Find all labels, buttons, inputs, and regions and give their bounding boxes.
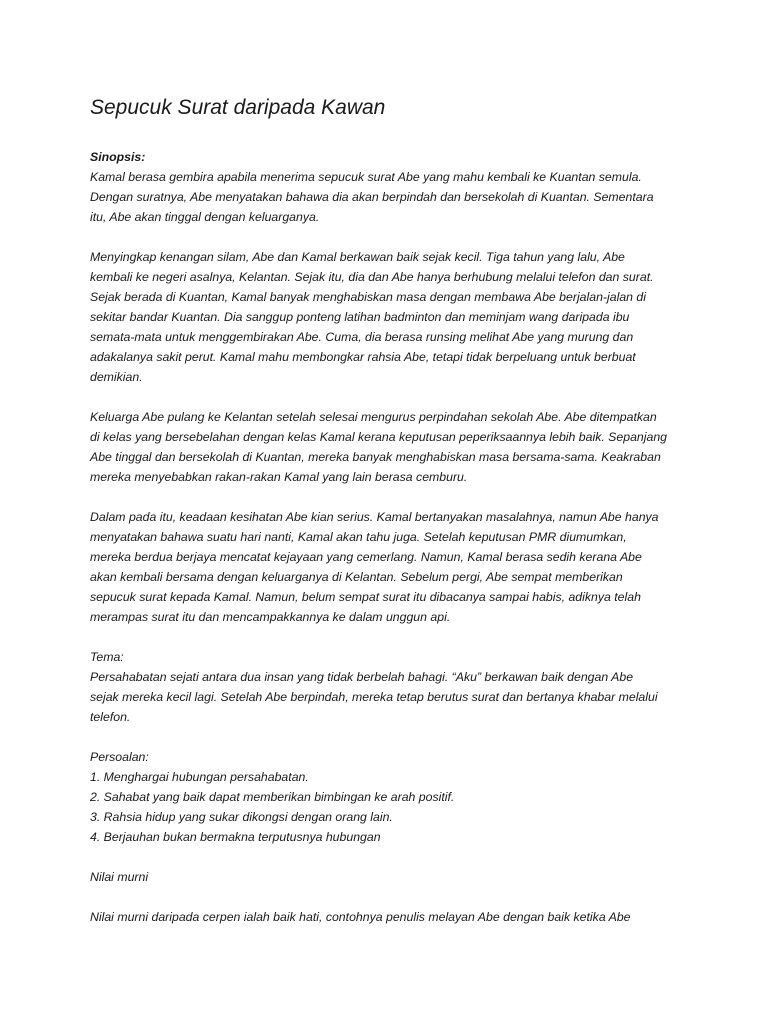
text-line: Dengan suratnya, Abe menyatakan bahawa dia akan berpindah dan bersekolah di Kuantan. Sementara (90, 190, 654, 204)
list-item: 2. Sahabat yang baik dapat memberikan bimbingan ke arah positif. (90, 790, 455, 804)
document-page (90, 0, 690, 1024)
text-line: demikian. (90, 370, 143, 384)
text-line: mereka menyebabkan rakan-rakan Kamal yang lain berasa cemburu. (90, 470, 468, 484)
text-line: sekitar bandar Kuantan. Dia sanggup ponteng latihan badminton dan meminjam wang daripada ibu (90, 310, 630, 324)
nilai-heading-block (90, 867, 690, 887)
list-item: 4. Berjauhan bukan bermakna terputusnya hubungan (90, 830, 381, 844)
text-line: adakalanya sakit perut. Kamal mahu membongkar rahsia Abe, tetapi tidak berpeluang untuk berbuat (90, 350, 636, 364)
text-line: sepucuk surat kepada Kamal. Namun, belum sempat surat itu dibacanya sampai habis, adiknya telah (90, 590, 641, 604)
text-line: telefon. (90, 710, 131, 724)
tema-heading: Tema: (90, 650, 124, 664)
synopsis-paragraph-4 (90, 507, 690, 627)
text-line: Sejak berada di Kuantan, Kamal banyak menghabiskan masa dengan membawa Abe berjalan-jalan di (90, 290, 646, 304)
text-line: Kamal berasa gembira apabila menerima sepucuk surat Abe yang mahu kembali ke Kuantan semula. (90, 170, 642, 184)
text-line: kembali ke negeri asalnya, Kelantan. Sejak itu, dia dan Abe hanya berhubung melalui telefon dan surat. (90, 270, 654, 284)
persoalan-heading: Persoalan: (90, 750, 149, 764)
text-line: menyatakan bahawa suatu hari nanti, Kamal akan tahu juga. Setelah keputusan PMR diumumkan, (90, 530, 627, 544)
tema-section (90, 647, 690, 727)
text-line: Keluarga Abe pulang ke Kelantan setelah selesai mengurus perpindahan sekolah Abe. Abe ditempatkan (90, 410, 657, 424)
list-item: 3. Rahsia hidup yang sukar dikongsi dengan orang lain. (90, 810, 393, 824)
synopsis-paragraph-1 (90, 147, 690, 227)
document-body (90, 147, 690, 947)
nilai-heading: Nilai murni (90, 870, 149, 884)
text-line: Dalam pada itu, keadaan kesihatan Abe kian serius. Kamal bertanyakan masalahnya, namun Abe hanya (90, 510, 659, 524)
synopsis-paragraph-3 (90, 407, 690, 487)
text-line: semata-mata untuk menggembirakan Abe. Cuma, dia berasa runsing melihat Abe yang murung dan (90, 330, 634, 344)
text-line: merampas surat itu dan mencampakkannya ke dalam unggun api. (90, 610, 451, 624)
text-line: itu, Abe akan tinggal dengan keluarganya. (90, 210, 320, 224)
synopsis-heading: Sinopsis: (90, 150, 146, 164)
text-line: sejak mereka kecil lagi. Setelah Abe berpindah, mereka tetap berutus surat dan bertanya khabar melalui (90, 690, 658, 704)
document-title: Sepucuk Surat daripada Kawan (90, 96, 386, 119)
text-line: Nilai murni daripada cerpen ialah baik hati, contohnya penulis melayan Abe dengan baik ketika Abe (90, 910, 631, 924)
list-item: 1. Menghargai hubungan persahabatan. (90, 770, 309, 784)
synopsis-paragraph-2 (90, 247, 690, 387)
persoalan-section (90, 747, 690, 847)
text-line: Persahabatan sejati antara dua insan yang tidak berbelah bahagi. “Aku” berkawan baik dengan Abe (90, 670, 634, 684)
text-line: Menyingkap kenangan silam, Abe dan Kamal berkawan baik sejak kecil. Tiga tahun yang lalu, Abe (90, 250, 625, 264)
text-line: mereka berdua berjaya mencatat kejayaan yang cemerlang. Namun, Kamal berasa sedih kerana Abe (90, 550, 642, 564)
text-line: di kelas yang bersebelahan dengan kelas Kamal kerana keputusan peperiksaannya lebih baik. Sepanjang (90, 430, 667, 444)
text-line: akan kembali bersama dengan keluarganya di Kelantan. Sebelum pergi, Abe sempat memberikan (90, 570, 623, 584)
text-line: Abe tinggal dan bersekolah di Kuantan, mereka banyak menghabiskan masa bersama-sama. Keakraban (90, 450, 661, 464)
nilai-section (90, 907, 690, 927)
